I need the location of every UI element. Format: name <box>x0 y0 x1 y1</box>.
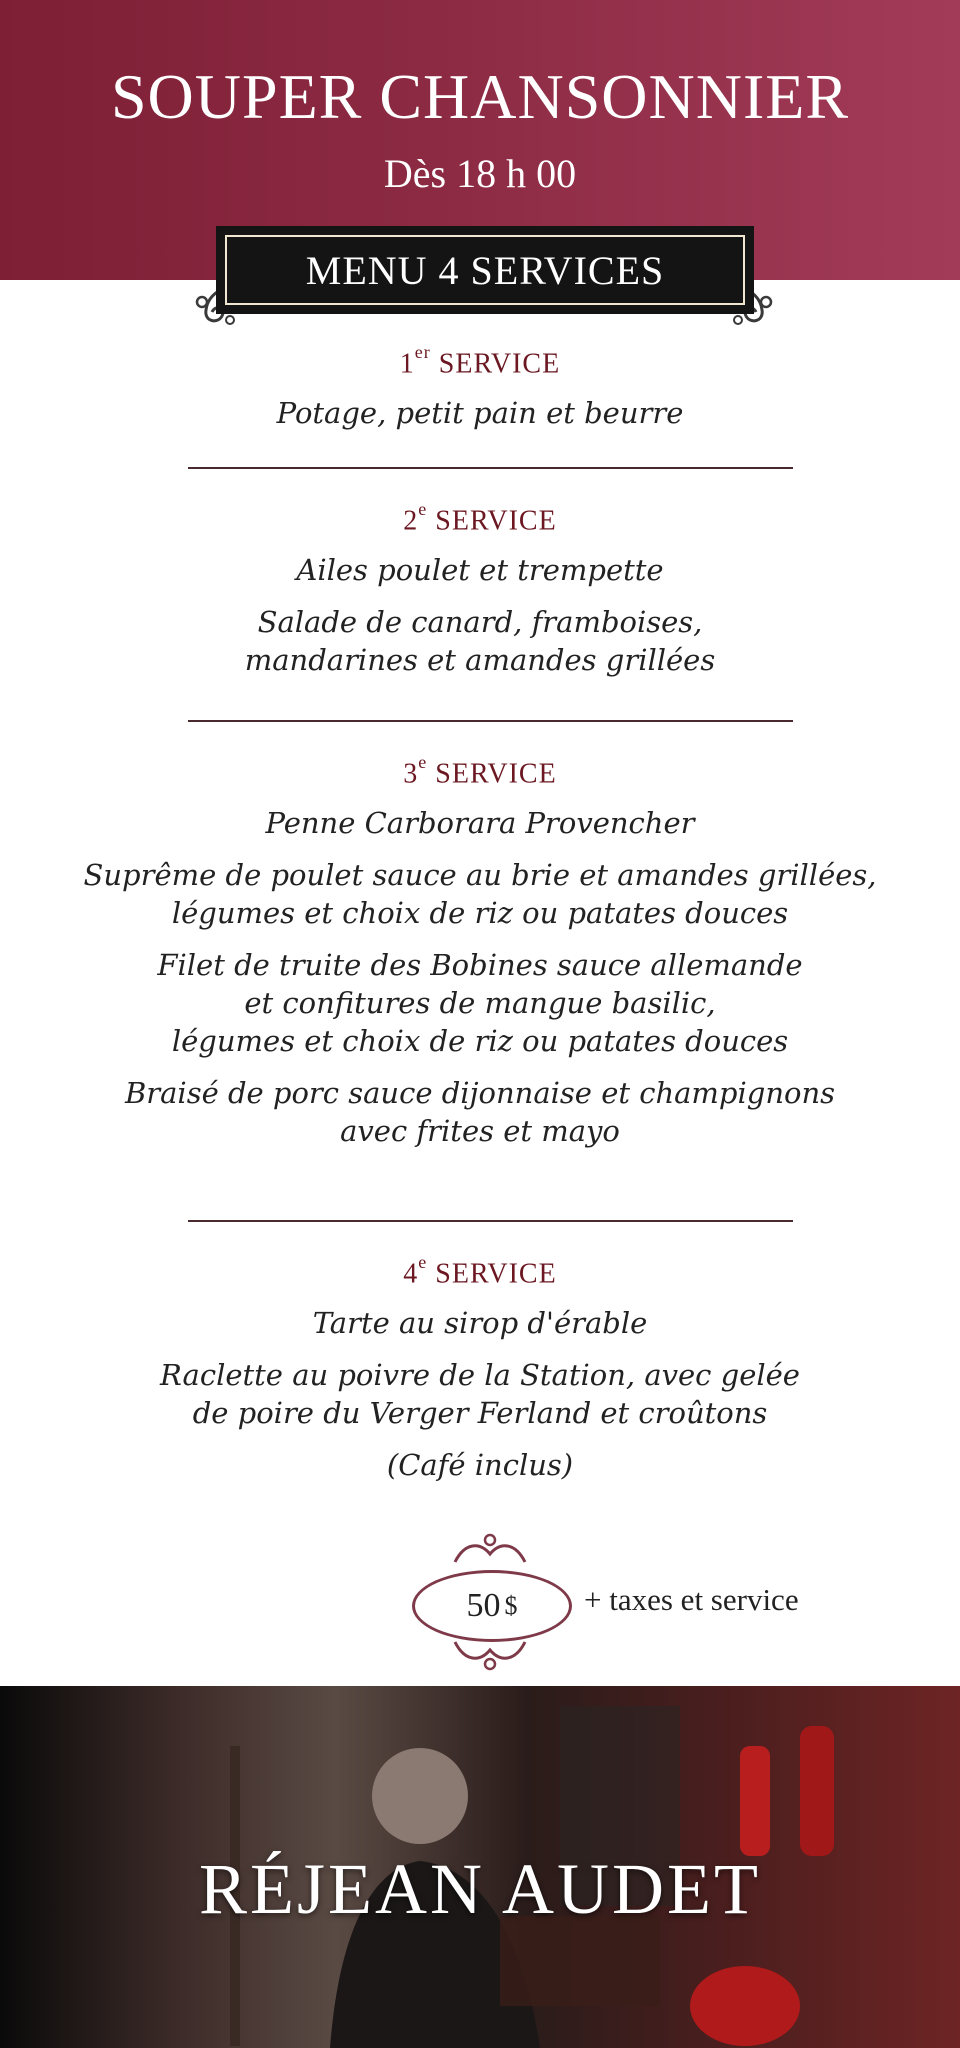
service-3 <box>0 752 960 1150</box>
event-time: Dès 18 h 00 <box>383 151 577 196</box>
service-4 <box>0 1252 960 1484</box>
artist-name: RÉJEAN AUDET <box>199 1849 761 1929</box>
menu-item: Tarte au sirop d'érable <box>312 1306 648 1341</box>
event-title: SOUPER CHANSONNIER <box>110 61 850 132</box>
menu-item: Raclette au poivre de la Station, avec gelée de poire du Verger Ferland et croûtons <box>160 1358 800 1431</box>
service-title: 1er SERVICE <box>399 342 561 380</box>
menu-item: Potage, petit pain et beurre <box>276 396 684 431</box>
menu-banner <box>216 226 754 314</box>
price-note: + taxes et service <box>584 1582 799 1617</box>
price-currency: $ <box>504 1591 518 1620</box>
service-1 <box>0 342 960 432</box>
menu-item: Salade de canard, framboises, mandarines et amandes grillées <box>244 605 716 678</box>
service-2 <box>0 499 960 679</box>
price-badge <box>412 1570 572 1642</box>
menu-label: MENU 4 SERVICES <box>305 247 665 293</box>
menu-item: Penne Carborara Provencher <box>265 806 695 841</box>
section-divider <box>188 1220 793 1222</box>
price-ornament-bottom-icon <box>445 1636 535 1672</box>
menu-item: Suprême de poulet sauce au brie et amandes grillées, légumes et choix de riz ou patates douces <box>83 858 877 931</box>
service-title: 4e SERVICE <box>403 1252 557 1290</box>
menu-item: Ailes poulet et trempette <box>296 553 664 588</box>
menu-item: Filet de truite des Bobines sauce allemande et confitures de mangue basilic, légumes et choix de riz ou patates douces <box>157 948 803 1059</box>
menu-item: (Café inclus) <box>386 1448 574 1483</box>
service-title: 2e SERVICE <box>403 499 557 537</box>
section-divider <box>188 720 793 722</box>
price-amount: 50 <box>466 1587 501 1624</box>
service-title: 3e SERVICE <box>403 752 557 790</box>
price-ornament-top-icon <box>445 1532 535 1568</box>
section-divider <box>188 467 793 469</box>
menu-item: Braisé de porc sauce dijonnaise et champignons avec frites et mayo <box>124 1076 836 1149</box>
